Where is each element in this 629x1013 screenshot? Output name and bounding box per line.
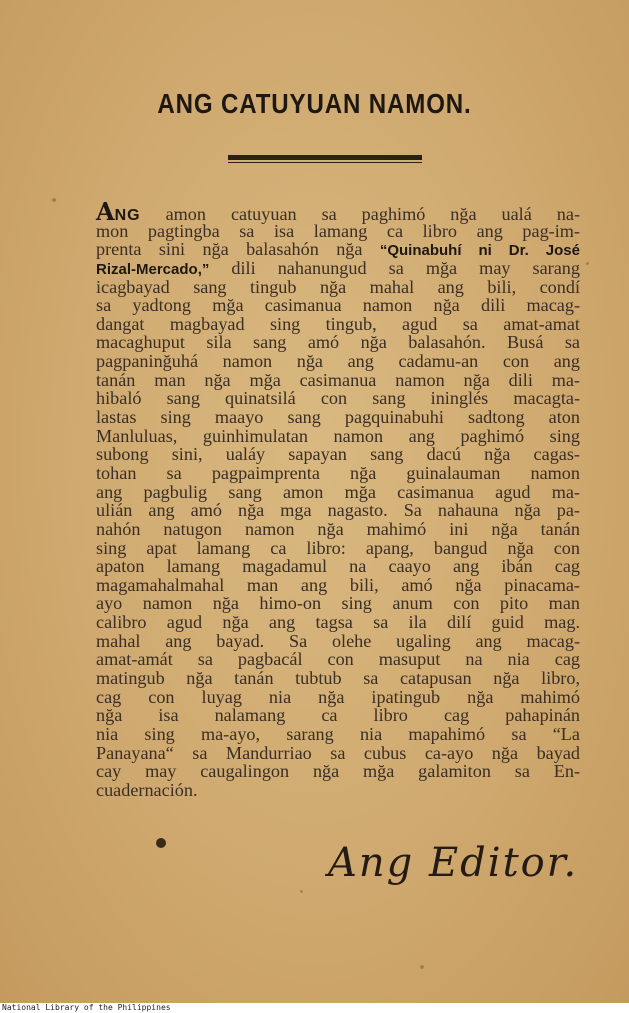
line-text: hibaló sang quinatsilá con sang ininglés macagta- xyxy=(96,388,580,409)
text-line xyxy=(96,744,580,763)
line-text: sa yadtong mğa casimanua namon nğa dili macag- xyxy=(96,295,580,316)
line-text: matingub nğa tanán tubtub sa catapusan nğa libro, xyxy=(96,668,580,689)
drop-cap-rest: NG xyxy=(114,207,141,224)
text-line xyxy=(96,650,580,669)
line-text: sing apat lamang ca libro: apang, bangud nğa con xyxy=(96,537,580,558)
page-title: ANG CATUYUAN NAMON. xyxy=(157,88,472,119)
emphasized-title: Rizal-Mercado,” xyxy=(96,260,210,278)
line-text: macaghuput sila sang amó nğa balasahón. Busá sa xyxy=(96,332,580,353)
text-line xyxy=(96,315,580,334)
text-line xyxy=(96,483,580,502)
text-line xyxy=(96,278,580,297)
line-text: ulián ang amó nğa mga nagasto. Sa nahauna nğa pa- xyxy=(96,500,580,521)
paper-speck xyxy=(300,890,303,893)
text-line xyxy=(96,427,580,446)
paper-speck xyxy=(586,262,589,265)
line-text: dili nahanungud sa mğa may sarang xyxy=(209,257,580,278)
line-text: mon pagtingba sa isa lamang ca libro ang pag-im- xyxy=(96,220,580,241)
text-line xyxy=(96,669,580,688)
line-text: Panayana“ sa Mandurriao sa cubus ca-ayo nğa bayad xyxy=(96,742,580,763)
line-text: tohan sa pagpaimprenta nğa guinalauman namon xyxy=(96,462,580,483)
line-text: nğa isa nalamang ca libro cag pahapinán xyxy=(96,705,580,726)
text-line xyxy=(96,688,580,707)
text-line xyxy=(96,222,580,241)
text-line xyxy=(96,352,580,371)
line-text: icagbayad sang tingub nğa mahal ang bili, condí xyxy=(96,276,580,297)
line-text: apaton lamang magadamul na caayo ang ibán cag xyxy=(96,556,580,577)
line-text: prenta sini nğa balasahón nğa xyxy=(96,239,380,260)
line-text: nahón natugon namon nğa mahimó ini nğa tanán xyxy=(96,518,580,539)
text-line xyxy=(96,706,580,725)
editor-signature: Ang Editor. xyxy=(328,840,579,886)
text-line xyxy=(96,725,580,744)
drop-cap: A xyxy=(96,197,115,226)
line-text: magamahalmahal man ang bili, amó nğa pinacama- xyxy=(96,574,580,595)
text-line xyxy=(96,464,580,483)
text-line xyxy=(96,408,580,427)
line-text: subong sini, ualáy sapayan sang dacú nğa cagas- xyxy=(96,444,580,465)
line-text: amon catuyuan sa paghimó nğa ualá na- xyxy=(140,204,580,224)
paper-speck xyxy=(52,198,56,202)
line-text: cag con luyag nia nğa ipatingub nğa mahimó xyxy=(96,686,580,707)
line-text: Manluluas, guinhimulatan namon ang paghimó sing xyxy=(96,425,580,446)
text-line xyxy=(96,762,580,781)
line-text: calibro agud nğa ang tagsa sa ila dilí guid mag. xyxy=(96,612,580,633)
text-line xyxy=(96,781,580,800)
text-line xyxy=(96,576,580,595)
footer-credit: National Library of the Philippines xyxy=(2,1003,171,1012)
text-line xyxy=(96,632,580,651)
text-line xyxy=(96,389,580,408)
body-paragraph xyxy=(96,197,580,800)
text-line xyxy=(96,259,580,278)
text-line xyxy=(96,371,580,390)
bullet-mark xyxy=(156,838,166,848)
text-line xyxy=(96,445,580,464)
text-line xyxy=(96,240,580,259)
text-line xyxy=(96,594,580,613)
text-line xyxy=(96,197,580,226)
text-line xyxy=(96,539,580,558)
line-text: cuadernación. xyxy=(96,779,198,800)
text-line xyxy=(96,501,580,520)
line-text: ang pagbulig sang amon mğa casimanua agud ma- xyxy=(96,481,580,502)
text-line xyxy=(96,557,580,576)
line-text: ayo namon nğa himo-on sing anum con pito man xyxy=(96,593,580,614)
title-divider xyxy=(228,155,422,163)
emphasized-title: “Quinabuhí ni Dr. José xyxy=(379,242,580,260)
line-text: tanán man nğa mğa casimanua namon nğa dili ma- xyxy=(96,369,580,390)
paper-speck xyxy=(420,965,424,969)
line-text: dangat magbayad sing tingub, agud sa amat-amat xyxy=(96,313,580,334)
text-line xyxy=(96,613,580,632)
line-text: amat-amát sa pagbacál con masuput na nia cag xyxy=(96,649,580,670)
line-text: lastas sing maayo sang pagquinabuhi sadtong aton xyxy=(96,407,580,428)
line-text: mahal ang bayad. Sa olehe ugaling ang macag- xyxy=(96,630,580,651)
line-text: pagpaninğuhá namon nğa ang cadamu-an con ang xyxy=(96,351,580,372)
text-line xyxy=(96,520,580,539)
line-text: nia sing ma-ayo, sarang nia mapahimó sa “La xyxy=(96,723,580,744)
line-text: cay may caugalingon nğa mğa galamiton sa En- xyxy=(96,761,580,782)
text-line xyxy=(96,296,580,315)
text-line xyxy=(96,333,580,352)
